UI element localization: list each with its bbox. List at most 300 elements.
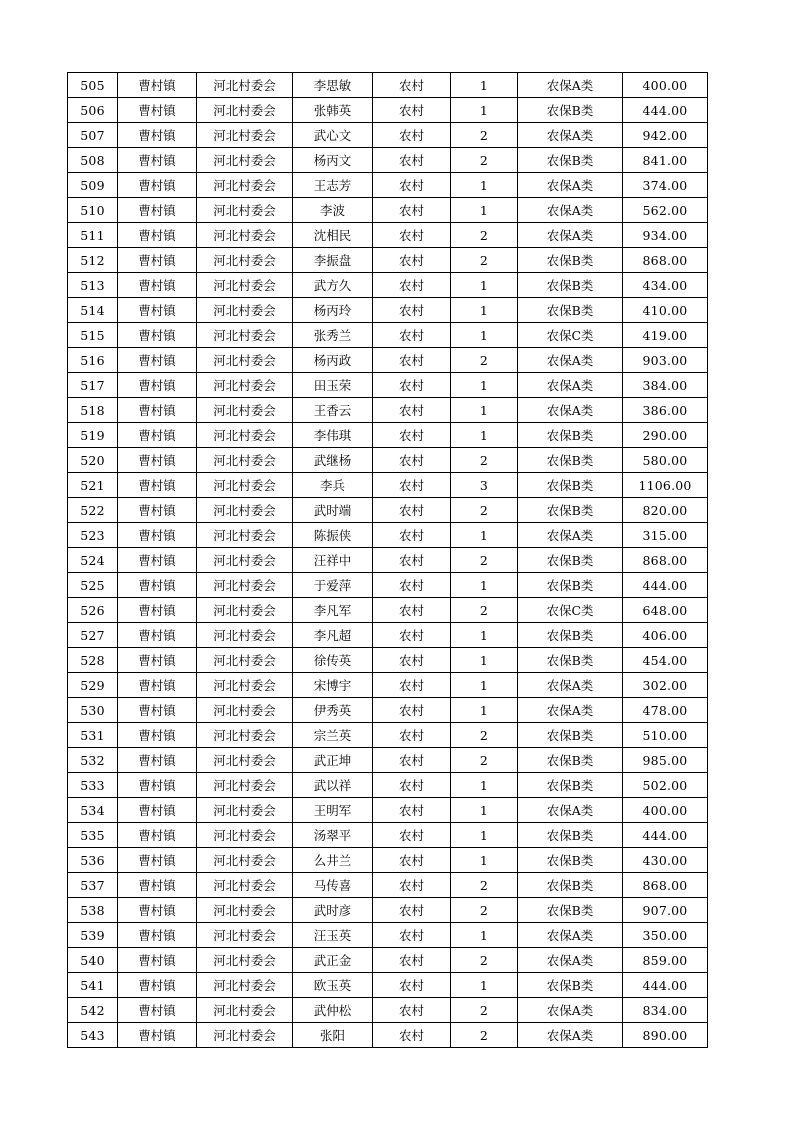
household-size-cell: 2	[451, 223, 518, 248]
amount-cell: 410.00	[623, 298, 708, 323]
household-size-cell: 1	[451, 698, 518, 723]
household-size-cell: 1	[451, 673, 518, 698]
area-type-cell: 农村	[373, 298, 451, 323]
row-number-cell: 505	[68, 73, 118, 98]
insurance-category-cell: 农保B类	[518, 273, 623, 298]
row-number-cell: 513	[68, 273, 118, 298]
village-committee-cell: 河北村委会	[197, 998, 293, 1023]
amount-cell: 868.00	[623, 873, 708, 898]
table-row	[68, 748, 708, 773]
area-type-cell: 农村	[373, 123, 451, 148]
town-cell: 曹村镇	[118, 823, 197, 848]
town-cell: 曹村镇	[118, 848, 197, 873]
village-committee-cell: 河北村委会	[197, 123, 293, 148]
amount-cell: 907.00	[623, 898, 708, 923]
table-row	[68, 773, 708, 798]
town-cell: 曹村镇	[118, 748, 197, 773]
town-cell: 曹村镇	[118, 673, 197, 698]
area-type-cell: 农村	[373, 648, 451, 673]
area-type-cell: 农村	[373, 773, 451, 798]
person-name-cell: 宗兰英	[293, 723, 373, 748]
household-size-cell: 2	[451, 448, 518, 473]
town-cell: 曹村镇	[118, 598, 197, 623]
person-name-cell: 马传喜	[293, 873, 373, 898]
insurance-category-cell: 农保B类	[518, 823, 623, 848]
household-size-cell: 2	[451, 248, 518, 273]
row-number-cell: 523	[68, 523, 118, 548]
village-committee-cell: 河北村委会	[197, 148, 293, 173]
area-type-cell: 农村	[373, 198, 451, 223]
town-cell: 曹村镇	[118, 923, 197, 948]
village-committee-cell: 河北村委会	[197, 598, 293, 623]
table-row	[68, 248, 708, 273]
table-row	[68, 973, 708, 998]
table-row	[68, 673, 708, 698]
table-row	[68, 98, 708, 123]
person-name-cell: 武心文	[293, 123, 373, 148]
person-name-cell: 李伟琪	[293, 423, 373, 448]
insurance-category-cell: 农保B类	[518, 248, 623, 273]
table-row	[68, 573, 708, 598]
insurance-category-cell: 农保B类	[518, 473, 623, 498]
household-size-cell: 2	[451, 723, 518, 748]
insurance-category-cell: 农保B类	[518, 973, 623, 998]
table-row	[68, 198, 708, 223]
person-name-cell: 武以祥	[293, 773, 373, 798]
insurance-category-cell: 农保A类	[518, 698, 623, 723]
row-number-cell: 531	[68, 723, 118, 748]
amount-cell: 820.00	[623, 498, 708, 523]
person-name-cell: 李波	[293, 198, 373, 223]
row-number-cell: 506	[68, 98, 118, 123]
village-committee-cell: 河北村委会	[197, 573, 293, 598]
village-committee-cell: 河北村委会	[197, 823, 293, 848]
amount-cell: 985.00	[623, 748, 708, 773]
table-row	[68, 548, 708, 573]
row-number-cell: 510	[68, 198, 118, 223]
village-committee-cell: 河北村委会	[197, 1023, 293, 1048]
amount-cell: 478.00	[623, 698, 708, 723]
row-number-cell: 509	[68, 173, 118, 198]
area-type-cell: 农村	[373, 873, 451, 898]
row-number-cell: 518	[68, 398, 118, 423]
town-cell: 曹村镇	[118, 273, 197, 298]
person-name-cell: 徐传英	[293, 648, 373, 673]
area-type-cell: 农村	[373, 823, 451, 848]
village-committee-cell: 河北村委会	[197, 948, 293, 973]
insurance-category-cell: 农保C类	[518, 323, 623, 348]
town-cell: 曹村镇	[118, 573, 197, 598]
town-cell: 曹村镇	[118, 948, 197, 973]
village-committee-cell: 河北村委会	[197, 73, 293, 98]
insurance-category-cell: 农保B类	[518, 848, 623, 873]
row-number-cell: 511	[68, 223, 118, 248]
town-cell: 曹村镇	[118, 473, 197, 498]
town-cell: 曹村镇	[118, 298, 197, 323]
village-committee-cell: 河北村委会	[197, 448, 293, 473]
person-name-cell: 杨丙文	[293, 148, 373, 173]
person-name-cell: 武继杨	[293, 448, 373, 473]
person-name-cell: 武方久	[293, 273, 373, 298]
town-cell: 曹村镇	[118, 698, 197, 723]
row-number-cell: 530	[68, 698, 118, 723]
household-size-cell: 1	[451, 273, 518, 298]
town-cell: 曹村镇	[118, 173, 197, 198]
insurance-category-cell: 农保A类	[518, 123, 623, 148]
row-number-cell: 538	[68, 898, 118, 923]
town-cell: 曹村镇	[118, 348, 197, 373]
amount-cell: 510.00	[623, 723, 708, 748]
town-cell: 曹村镇	[118, 973, 197, 998]
insurance-category-cell: 农保B类	[518, 498, 623, 523]
household-size-cell: 1	[451, 923, 518, 948]
town-cell: 曹村镇	[118, 873, 197, 898]
village-committee-cell: 河北村委会	[197, 923, 293, 948]
household-size-cell: 2	[451, 998, 518, 1023]
area-type-cell: 农村	[373, 573, 451, 598]
row-number-cell: 517	[68, 373, 118, 398]
table-row	[68, 723, 708, 748]
household-size-cell: 1	[451, 523, 518, 548]
amount-cell: 502.00	[623, 773, 708, 798]
table-row	[68, 523, 708, 548]
amount-cell: 444.00	[623, 973, 708, 998]
amount-cell: 315.00	[623, 523, 708, 548]
row-number-cell: 543	[68, 1023, 118, 1048]
insurance-category-cell: 农保B类	[518, 773, 623, 798]
insurance-category-cell: 农保A类	[518, 348, 623, 373]
insurance-category-cell: 农保A类	[518, 673, 623, 698]
row-number-cell: 536	[68, 848, 118, 873]
town-cell: 曹村镇	[118, 448, 197, 473]
village-committee-cell: 河北村委会	[197, 798, 293, 823]
area-type-cell: 农村	[373, 273, 451, 298]
town-cell: 曹村镇	[118, 148, 197, 173]
person-name-cell: 武正金	[293, 948, 373, 973]
row-number-cell: 541	[68, 973, 118, 998]
amount-cell: 386.00	[623, 398, 708, 423]
amount-cell: 859.00	[623, 948, 708, 973]
insurance-category-cell: 农保A类	[518, 923, 623, 948]
row-number-cell: 529	[68, 673, 118, 698]
amount-cell: 290.00	[623, 423, 708, 448]
insurance-category-cell: 农保B类	[518, 748, 623, 773]
row-number-cell: 524	[68, 548, 118, 573]
table-row	[68, 448, 708, 473]
household-size-cell: 1	[451, 648, 518, 673]
person-name-cell: 王明军	[293, 798, 373, 823]
row-number-cell: 540	[68, 948, 118, 973]
town-cell: 曹村镇	[118, 98, 197, 123]
insurance-category-cell: 农保B类	[518, 448, 623, 473]
amount-cell: 454.00	[623, 648, 708, 673]
table-row	[68, 323, 708, 348]
town-cell: 曹村镇	[118, 423, 197, 448]
person-name-cell: 陈振侠	[293, 523, 373, 548]
amount-cell: 834.00	[623, 998, 708, 1023]
insurance-category-cell: 农保B类	[518, 548, 623, 573]
town-cell: 曹村镇	[118, 773, 197, 798]
row-number-cell: 539	[68, 923, 118, 948]
row-number-cell: 526	[68, 598, 118, 623]
amount-cell: 434.00	[623, 273, 708, 298]
insurance-category-cell: 农保B类	[518, 623, 623, 648]
household-size-cell: 2	[451, 898, 518, 923]
amount-cell: 350.00	[623, 923, 708, 948]
town-cell: 曹村镇	[118, 648, 197, 673]
household-size-cell: 1	[451, 398, 518, 423]
row-number-cell: 532	[68, 748, 118, 773]
table-row	[68, 373, 708, 398]
amount-cell: 384.00	[623, 373, 708, 398]
household-size-cell: 2	[451, 873, 518, 898]
insurance-category-cell: 农保B类	[518, 98, 623, 123]
table-row	[68, 848, 708, 873]
area-type-cell: 农村	[373, 323, 451, 348]
insurance-category-cell: 农保A类	[518, 948, 623, 973]
area-type-cell: 农村	[373, 448, 451, 473]
area-type-cell: 农村	[373, 248, 451, 273]
amount-cell: 648.00	[623, 598, 708, 623]
table-row	[68, 398, 708, 423]
table-row	[68, 823, 708, 848]
person-name-cell: 伊秀英	[293, 698, 373, 723]
village-committee-cell: 河北村委会	[197, 773, 293, 798]
area-type-cell: 农村	[373, 673, 451, 698]
village-committee-cell: 河北村委会	[197, 298, 293, 323]
row-number-cell: 528	[68, 648, 118, 673]
village-committee-cell: 河北村委会	[197, 873, 293, 898]
person-name-cell: 田玉荣	[293, 373, 373, 398]
person-name-cell: 于爱萍	[293, 573, 373, 598]
person-name-cell: 张阳	[293, 1023, 373, 1048]
insurance-category-cell: 农保A类	[518, 398, 623, 423]
insurance-category-cell: 农保B类	[518, 648, 623, 673]
insurance-category-cell: 农保A类	[518, 198, 623, 223]
household-size-cell: 1	[451, 73, 518, 98]
amount-cell: 841.00	[623, 148, 708, 173]
table-row	[68, 998, 708, 1023]
table-row	[68, 148, 708, 173]
person-name-cell: 武正坤	[293, 748, 373, 773]
area-type-cell: 农村	[373, 373, 451, 398]
insurance-category-cell: 农保A类	[518, 1023, 623, 1048]
village-committee-cell: 河北村委会	[197, 723, 293, 748]
village-committee-cell: 河北村委会	[197, 473, 293, 498]
row-number-cell: 516	[68, 348, 118, 373]
table-row	[68, 798, 708, 823]
village-committee-cell: 河北村委会	[197, 373, 293, 398]
area-type-cell: 农村	[373, 473, 451, 498]
person-name-cell: 李凡军	[293, 598, 373, 623]
area-type-cell: 农村	[373, 173, 451, 198]
village-committee-cell: 河北村委会	[197, 498, 293, 523]
household-size-cell: 1	[451, 623, 518, 648]
area-type-cell: 农村	[373, 73, 451, 98]
area-type-cell: 农村	[373, 998, 451, 1023]
area-type-cell: 农村	[373, 723, 451, 748]
insurance-category-cell: 农保B类	[518, 423, 623, 448]
row-number-cell: 537	[68, 873, 118, 898]
row-number-cell: 507	[68, 123, 118, 148]
table-row	[68, 898, 708, 923]
row-number-cell: 522	[68, 498, 118, 523]
person-name-cell: 欧玉英	[293, 973, 373, 998]
town-cell: 曹村镇	[118, 1023, 197, 1048]
table-row	[68, 298, 708, 323]
household-size-cell: 2	[451, 548, 518, 573]
town-cell: 曹村镇	[118, 523, 197, 548]
household-size-cell: 1	[451, 173, 518, 198]
table-row	[68, 873, 708, 898]
row-number-cell: 535	[68, 823, 118, 848]
table-row	[68, 473, 708, 498]
insurance-category-cell: 农保C类	[518, 598, 623, 623]
town-cell: 曹村镇	[118, 498, 197, 523]
town-cell: 曹村镇	[118, 623, 197, 648]
person-name-cell: 汪玉英	[293, 923, 373, 948]
household-size-cell: 1	[451, 198, 518, 223]
person-name-cell: 么井兰	[293, 848, 373, 873]
amount-cell: 942.00	[623, 123, 708, 148]
village-committee-cell: 河北村委会	[197, 523, 293, 548]
person-name-cell: 汤翠平	[293, 823, 373, 848]
person-name-cell: 李凡超	[293, 623, 373, 648]
person-name-cell: 杨丙政	[293, 348, 373, 373]
area-type-cell: 农村	[373, 923, 451, 948]
insurance-category-cell: 农保A类	[518, 173, 623, 198]
amount-cell: 903.00	[623, 348, 708, 373]
amount-cell: 1106.00	[623, 473, 708, 498]
amount-cell: 868.00	[623, 248, 708, 273]
household-size-cell: 2	[451, 948, 518, 973]
area-type-cell: 农村	[373, 898, 451, 923]
insurance-category-cell: 农保A类	[518, 223, 623, 248]
row-number-cell: 512	[68, 248, 118, 273]
area-type-cell: 农村	[373, 948, 451, 973]
insurance-category-cell: 农保A类	[518, 523, 623, 548]
person-name-cell: 李思敏	[293, 73, 373, 98]
row-number-cell: 519	[68, 423, 118, 448]
person-name-cell: 李兵	[293, 473, 373, 498]
table-row	[68, 698, 708, 723]
area-type-cell: 农村	[373, 698, 451, 723]
household-size-cell: 1	[451, 973, 518, 998]
town-cell: 曹村镇	[118, 123, 197, 148]
area-type-cell: 农村	[373, 423, 451, 448]
insurance-category-cell: 农保A类	[518, 998, 623, 1023]
household-size-cell: 2	[451, 498, 518, 523]
area-type-cell: 农村	[373, 498, 451, 523]
table-row	[68, 348, 708, 373]
household-size-cell: 2	[451, 748, 518, 773]
household-size-cell: 2	[451, 123, 518, 148]
village-committee-cell: 河北村委会	[197, 173, 293, 198]
table-row	[68, 1023, 708, 1048]
amount-cell: 562.00	[623, 198, 708, 223]
area-type-cell: 农村	[373, 398, 451, 423]
person-name-cell: 沈相民	[293, 223, 373, 248]
table-row	[68, 73, 708, 98]
amount-cell: 400.00	[623, 798, 708, 823]
area-type-cell: 农村	[373, 523, 451, 548]
area-type-cell: 农村	[373, 223, 451, 248]
town-cell: 曹村镇	[118, 248, 197, 273]
table-row	[68, 598, 708, 623]
household-size-cell: 1	[451, 773, 518, 798]
person-name-cell: 汪祥中	[293, 548, 373, 573]
row-number-cell: 520	[68, 448, 118, 473]
person-name-cell: 宋博宇	[293, 673, 373, 698]
village-committee-cell: 河北村委会	[197, 673, 293, 698]
household-size-cell: 1	[451, 373, 518, 398]
amount-cell: 302.00	[623, 673, 708, 698]
town-cell: 曹村镇	[118, 223, 197, 248]
insurance-category-cell: 农保B类	[518, 873, 623, 898]
area-type-cell: 农村	[373, 1023, 451, 1048]
table-body	[68, 73, 708, 1048]
town-cell: 曹村镇	[118, 73, 197, 98]
row-number-cell: 525	[68, 573, 118, 598]
row-number-cell: 542	[68, 998, 118, 1023]
insurance-category-cell: 农保B类	[518, 573, 623, 598]
village-committee-cell: 河北村委会	[197, 248, 293, 273]
amount-cell: 419.00	[623, 323, 708, 348]
town-cell: 曹村镇	[118, 798, 197, 823]
row-number-cell: 521	[68, 473, 118, 498]
household-size-cell: 1	[451, 573, 518, 598]
household-size-cell: 3	[451, 473, 518, 498]
row-number-cell: 534	[68, 798, 118, 823]
household-size-cell: 1	[451, 323, 518, 348]
row-number-cell: 527	[68, 623, 118, 648]
insurance-category-cell: 农保B类	[518, 148, 623, 173]
village-committee-cell: 河北村委会	[197, 848, 293, 873]
person-name-cell: 武时端	[293, 498, 373, 523]
table-row	[68, 623, 708, 648]
town-cell: 曹村镇	[118, 723, 197, 748]
table-row	[68, 498, 708, 523]
table-row	[68, 948, 708, 973]
town-cell: 曹村镇	[118, 548, 197, 573]
village-committee-cell: 河北村委会	[197, 698, 293, 723]
row-number-cell: 515	[68, 323, 118, 348]
village-committee-cell: 河北村委会	[197, 648, 293, 673]
amount-cell: 406.00	[623, 623, 708, 648]
insurance-category-cell: 农保A类	[518, 798, 623, 823]
row-number-cell: 533	[68, 773, 118, 798]
village-committee-cell: 河北村委会	[197, 423, 293, 448]
household-size-cell: 2	[451, 598, 518, 623]
area-type-cell: 农村	[373, 548, 451, 573]
insurance-category-cell: 农保B类	[518, 723, 623, 748]
person-name-cell: 杨丙玲	[293, 298, 373, 323]
table-row	[68, 648, 708, 673]
household-size-cell: 1	[451, 298, 518, 323]
town-cell: 曹村镇	[118, 998, 197, 1023]
area-type-cell: 农村	[373, 148, 451, 173]
village-committee-cell: 河北村委会	[197, 748, 293, 773]
town-cell: 曹村镇	[118, 398, 197, 423]
person-name-cell: 张韩英	[293, 98, 373, 123]
village-committee-cell: 河北村委会	[197, 548, 293, 573]
amount-cell: 890.00	[623, 1023, 708, 1048]
town-cell: 曹村镇	[118, 898, 197, 923]
village-committee-cell: 河北村委会	[197, 973, 293, 998]
table-row	[68, 173, 708, 198]
household-size-cell: 1	[451, 823, 518, 848]
household-size-cell: 1	[451, 98, 518, 123]
